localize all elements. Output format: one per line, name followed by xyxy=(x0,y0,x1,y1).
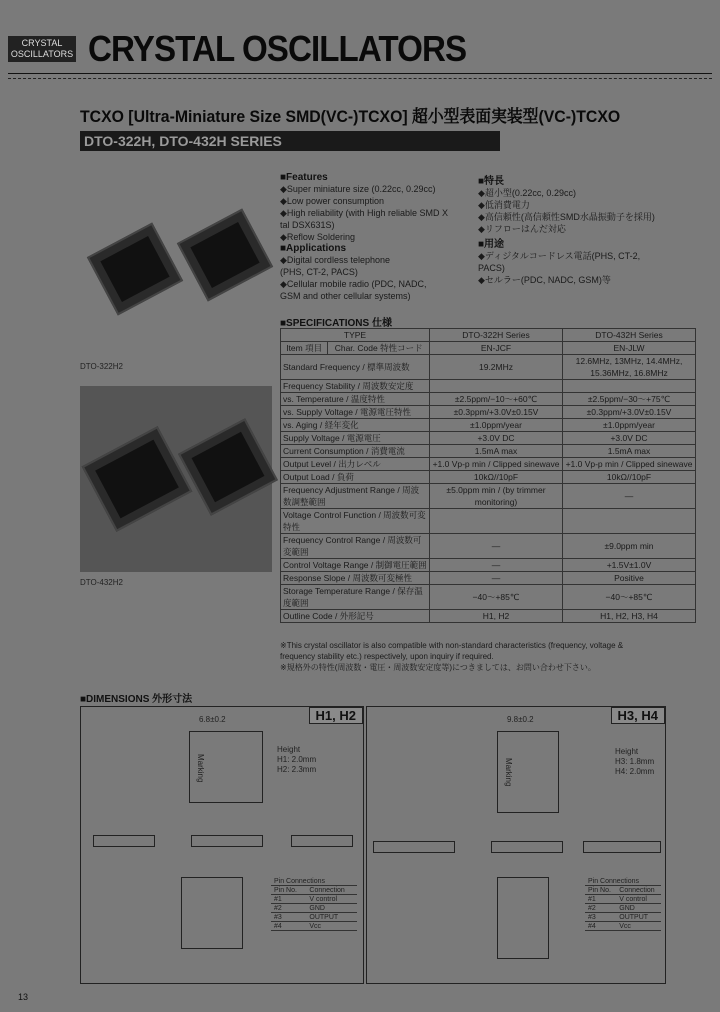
spec-row xyxy=(281,445,696,458)
package-top-view xyxy=(497,731,559,813)
height-list xyxy=(615,747,654,777)
feature-jp-item: ◆低消費電力 xyxy=(478,200,530,210)
package-bottom-view xyxy=(497,877,549,959)
pin-cell: Connection xyxy=(616,886,661,895)
pin-cell: V control xyxy=(306,895,357,904)
chip-image xyxy=(87,222,183,315)
applications-jp-heading: ■用途 xyxy=(478,239,505,250)
spec-row-label: Outline Code / 外形記号 xyxy=(281,610,430,623)
height-h2: H2: 2.3mm xyxy=(277,765,317,774)
feature-jp-item: ◆高信頼性(高信頼性SMD水晶振動子を採用) xyxy=(478,212,655,222)
spec-cell: 10kΩ//10pF xyxy=(563,471,696,484)
spec-char-code-jp: 特性コード xyxy=(380,343,423,353)
spec-cell: ±1.0ppm/year xyxy=(563,419,696,432)
spec-row xyxy=(281,355,696,380)
application-jp-item: ◆セルラー(PDC, NADC, GSM)等 xyxy=(478,275,611,285)
spec-row xyxy=(281,406,696,419)
spec-cell: 10kΩ//10pF xyxy=(430,471,563,484)
spec-col-322: DTO-322H Series xyxy=(430,329,563,342)
spec-cell: ±2.5ppm/−10〜+60℃ xyxy=(430,393,563,406)
size-label: 6.8±0.2 xyxy=(199,715,226,724)
feature-item: tal DSX631S) xyxy=(280,220,335,230)
spec-row-label: Output Load / 負荷 xyxy=(281,471,430,484)
application-item: GSM and other cellular systems) xyxy=(280,291,411,301)
spec-row xyxy=(281,585,696,610)
spec-row xyxy=(281,393,696,406)
spec-cell: ±9.0ppm min xyxy=(563,534,696,559)
features-jp xyxy=(478,172,688,286)
pin-cell: #2 xyxy=(271,904,306,913)
package-side-view xyxy=(373,841,455,853)
spec-cell: 1.5mA max xyxy=(430,445,563,458)
application-item: ◆Cellular mobile radio (PDC, NADC, xyxy=(280,279,427,289)
spec-row-label: Frequency Adjustment Range / 周波数調整範囲 xyxy=(281,484,430,509)
spec-row xyxy=(281,432,696,445)
features-en xyxy=(280,172,476,302)
application-jp-item: ◆ディジタルコードレス電話(PHS, CT-2, xyxy=(478,251,641,261)
features-heading: ■Features xyxy=(280,172,328,183)
spec-cell: +3.0V DC xyxy=(430,432,563,445)
height-h1: H1: 2.0mm xyxy=(277,755,317,764)
pin-row xyxy=(585,886,661,895)
spec-notes xyxy=(280,640,700,673)
height-list xyxy=(277,745,316,775)
pin-table-left xyxy=(271,877,357,931)
pin-cell: #3 xyxy=(271,913,306,922)
spec-row-label: Control Voltage Range / 制御電圧範囲 xyxy=(281,559,430,572)
spec-row xyxy=(281,534,696,559)
spec-row-label: Supply Voltage / 電源電圧 xyxy=(281,432,430,445)
pin-cell: #1 xyxy=(585,895,616,904)
height-h4: H4: 2.0mm xyxy=(615,767,655,776)
pin-row xyxy=(271,922,357,931)
dimensions-left-panel xyxy=(80,706,364,984)
spec-row xyxy=(281,572,696,585)
package-side-view xyxy=(583,841,661,853)
spec-row-label: vs. Temperature / 温度特性 xyxy=(281,393,430,406)
pin-cell: Connection xyxy=(306,886,357,895)
spec-row-label: vs. Supply Voltage / 電源電圧特性 xyxy=(281,406,430,419)
feature-item: ◆Reflow Soldering xyxy=(280,232,355,242)
spec-row xyxy=(281,509,696,534)
pin-cell: #2 xyxy=(585,904,616,913)
pin-row xyxy=(271,886,357,895)
application-jp-item: PACS) xyxy=(478,263,505,273)
specifications-heading: ■SPECIFICATIONS 仕様 xyxy=(280,318,392,329)
page-number: 13 xyxy=(18,992,29,1002)
pin-row xyxy=(585,922,661,931)
spec-note: frequency stability etc.) respectively, upon inquiry if required. xyxy=(280,652,494,661)
height-label: Height xyxy=(615,747,639,756)
pin-rows xyxy=(271,886,357,931)
feature-item: ◆Low power consumption xyxy=(280,196,384,206)
spec-cell: EN-JLW xyxy=(563,342,696,355)
package-top-view xyxy=(189,731,263,803)
spec-rows xyxy=(281,355,696,623)
spec-row-label: Storage Temperature Range / 保存温度範囲 xyxy=(281,585,430,610)
dimensions-right-panel xyxy=(366,706,666,984)
pin-row xyxy=(271,913,357,922)
photo-dto-432h xyxy=(80,386,272,572)
spec-char-code: Char. Code xyxy=(334,343,378,353)
spec-row xyxy=(281,484,696,509)
dimensions-heading: ■DIMENSIONS 外形寸法 xyxy=(80,694,193,705)
spec-row-label: Frequency Control Range / 周波数可変範囲 xyxy=(281,534,430,559)
pin-title: Pin Connections xyxy=(271,877,357,886)
spec-cell: ±0.3ppm/+3.0V±0.15V xyxy=(563,406,696,419)
pin-cell: Pin No. xyxy=(271,886,306,895)
photo-caption: DTO-322H2 xyxy=(80,362,123,371)
pin-cell: Pin No. xyxy=(585,886,616,895)
spec-cell: −40〜+85℃ xyxy=(563,585,696,610)
pin-cell: GND xyxy=(306,904,357,913)
spec-cell: −40〜+85℃ xyxy=(430,585,563,610)
spec-cell: ±1.0ppm/year xyxy=(430,419,563,432)
size-label: 9.8±0.2 xyxy=(507,715,534,724)
pin-cell: GND xyxy=(616,904,661,913)
chip-image xyxy=(82,426,193,532)
pin-row xyxy=(585,904,661,913)
spec-cell: +1.0 Vp-p min / Clipped sinewave xyxy=(563,458,696,471)
package-side-view xyxy=(93,835,155,847)
spec-cell: +3.0V DC xyxy=(563,432,696,445)
package-bottom-view xyxy=(181,877,243,949)
spec-row xyxy=(281,419,696,432)
page-title: CRYSTAL OSCILLATORS xyxy=(88,28,467,69)
spec-cell: H1, H2, H3, H4 xyxy=(563,610,696,623)
marking-label: Marking xyxy=(196,754,205,783)
pin-cell: Vcc xyxy=(306,922,357,931)
header-dashed-rule xyxy=(8,78,712,79)
pin-table-right xyxy=(585,877,661,931)
spec-row-label: Current Consumption / 消費電流 xyxy=(281,445,430,458)
spec-cell: ±0.3ppm/+3.0V±0.15V xyxy=(430,406,563,419)
spec-cell xyxy=(563,380,696,393)
spec-cell: 1.5mA max xyxy=(563,445,696,458)
spec-row-label: Output Level / 出力レベル xyxy=(281,458,430,471)
spec-cell xyxy=(563,509,696,534)
spec-row xyxy=(281,471,696,484)
spec-cell: ±5.0ppm min / (by trimmer monitoring) xyxy=(430,484,563,509)
package-side-view xyxy=(491,841,563,853)
applications-heading: ■Applications xyxy=(280,243,347,254)
spec-col-432: DTO-432H Series xyxy=(563,329,696,342)
spec-cell: +1.5V±1.0V xyxy=(563,559,696,572)
spec-row-label: vs. Aging / 経年変化 xyxy=(281,419,430,432)
pin-cell: V control xyxy=(616,895,661,904)
product-subtitle: TCXO [Ultra-Miniature Size SMD(VC-)TCXO] 超小型表面実装型(VC-)TCXO xyxy=(80,107,621,126)
pin-row xyxy=(271,895,357,904)
pin-row xyxy=(585,913,661,922)
spec-cell: ±2.5ppm/−30〜+75℃ xyxy=(563,393,696,406)
header-rule xyxy=(8,73,712,74)
package-side-view xyxy=(191,835,263,847)
pin-cell: #4 xyxy=(271,922,306,931)
outline-code-right: H3, H4 xyxy=(611,707,665,724)
section-tag: CRYSTAL OSCILLATORS xyxy=(8,36,76,62)
chip-image xyxy=(178,418,278,515)
spec-row-label: Response Slope / 周波数可変極性 xyxy=(281,572,430,585)
pin-cell: #1 xyxy=(271,895,306,904)
pin-cell: #4 xyxy=(585,922,616,931)
application-item: (PHS, CT-2, PACS) xyxy=(280,267,358,277)
features-jp-heading: ■特長 xyxy=(478,176,505,187)
height-label: Height xyxy=(277,745,301,754)
spec-row-label: Frequency Stability / 周波数安定度 xyxy=(281,380,430,393)
spec-note: ※This crystal oscillator is also compatible with non-standard characteristics (frequency, voltage & xyxy=(280,641,624,650)
package-side-view xyxy=(291,835,353,847)
spec-cell xyxy=(430,509,563,534)
pin-cell: #3 xyxy=(585,913,616,922)
pin-cell: OUTPUT xyxy=(616,913,661,922)
pin-cell: Vcc xyxy=(616,922,661,931)
spec-cell: 19.2MHz xyxy=(430,355,563,380)
spec-cell: EN-JCF xyxy=(430,342,563,355)
outline-code-left: H1, H2 xyxy=(309,707,363,724)
photo-caption: DTO-432H2 xyxy=(80,578,123,587)
spec-row xyxy=(281,458,696,471)
spec-row xyxy=(281,610,696,623)
feature-item: ◆High reliability (with High reliable SMD X xyxy=(280,208,448,218)
spec-row xyxy=(281,559,696,572)
feature-jp-item: ◆超小型(0.22cc, 0.29cc) xyxy=(478,188,576,198)
chip-image xyxy=(177,208,273,301)
application-item: ◆Digital cordless telephone xyxy=(280,255,390,265)
spec-cell: — xyxy=(430,572,563,585)
spec-cell: Positive xyxy=(563,572,696,585)
marking-label: Marking xyxy=(504,758,513,787)
pin-title: Pin Connections xyxy=(585,877,661,886)
pin-rows xyxy=(585,886,661,931)
spec-note: ※規格外の特性(周波数・電圧・周波数安定度等)につきましては、お問い合わせ下さい。 xyxy=(280,663,596,672)
spec-cell: — xyxy=(430,534,563,559)
spec-cell: — xyxy=(563,484,696,509)
spec-item-label: Item 項目 xyxy=(281,342,328,355)
pin-cell: OUTPUT xyxy=(306,913,357,922)
spec-cell: +1.0 Vp-p min / Clipped sinewave xyxy=(430,458,563,471)
spec-cell xyxy=(430,380,563,393)
spec-type-header: TYPE xyxy=(281,329,430,342)
specifications-table xyxy=(280,328,696,623)
spec-row xyxy=(281,380,696,393)
series-bar: DTO-322H, DTO-432H SERIES xyxy=(80,131,500,151)
spec-cell: H1, H2 xyxy=(430,610,563,623)
spec-cell: — xyxy=(430,559,563,572)
pin-row xyxy=(585,895,661,904)
feature-jp-item: ◆リフローはんだ対応 xyxy=(478,224,566,234)
pin-row xyxy=(271,904,357,913)
spec-cell: 12.6MHz, 13MHz, 14.4MHz, 15.36MHz, 16.8MHz xyxy=(563,355,696,380)
height-h3: H3: 1.8mm xyxy=(615,757,655,766)
photo-dto-322h xyxy=(80,176,272,356)
spec-row-label: Voltage Control Function / 周波数可変特性 xyxy=(281,509,430,534)
feature-item: ◆Super miniature size (0.22cc, 0.29cc) xyxy=(280,184,436,194)
spec-row-label: Standard Frequency / 標準周波数 xyxy=(281,355,430,380)
spec-char-code-label xyxy=(328,342,430,355)
